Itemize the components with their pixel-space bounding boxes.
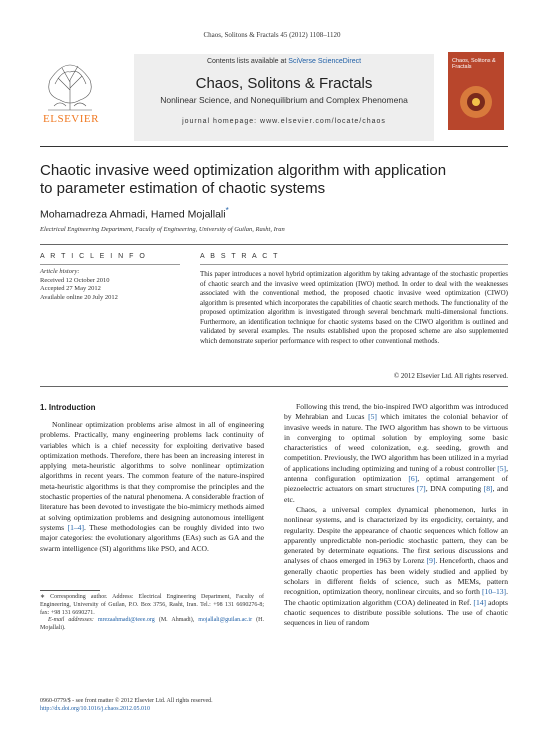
doi-link[interactable]: http://dx.doi.org/10.1016/j.chaos.2012.05.010 [40, 705, 151, 712]
citation-link[interactable]: [5] [497, 463, 507, 473]
intro-column-2 [284, 402, 508, 629]
front-matter [40, 698, 340, 714]
intro-paragraph-2 [284, 402, 508, 505]
intro-text: , DNA computing [425, 484, 484, 494]
citation-link[interactable]: [8] [483, 484, 493, 494]
info-rule [40, 264, 180, 265]
cover-title: Chaos, Solitons & Fractals [452, 58, 496, 70]
history-online: Available online 20 July 2012 [40, 293, 118, 301]
email-owner: (M. Ahmadi), [154, 617, 199, 624]
footnote-emails [40, 617, 264, 633]
abstract-rule [200, 264, 508, 265]
header-divider [40, 146, 508, 147]
footnote [40, 594, 264, 633]
section-heading-introduction: 1. Introduction [40, 403, 96, 412]
journal-reference: Chaos, Solitons & Fractals 45 (2012) 1108–1120 [203, 31, 341, 39]
info-top-rule [40, 244, 508, 245]
author-names: Mohamadreza Ahmadi, Hamed Mojallali [40, 208, 226, 221]
title-line-2: to parameter estimation of chaotic systems [40, 180, 326, 197]
citation-link[interactable]: [7] [416, 484, 426, 494]
citation-link[interactable]: [14] [473, 597, 487, 607]
email-link-mojallali[interactable]: mojallali@guilan.ac.ir [198, 617, 253, 624]
contents-prefix: Contents lists available at [206, 58, 289, 65]
citation-link[interactable]: [1–4] [67, 522, 85, 532]
email-owner: (H. Mojallali). [40, 617, 264, 632]
footnote-rule [40, 590, 100, 591]
email-label: E-mail addresses: [48, 617, 98, 624]
intro-text: . Henceforth, chaos and generally chaotic properties has been widely studied and applied by scholars in different fields of science, such as MEMs, pattern recognition, optimization theory, nonlinear circuits, and so forth [284, 556, 508, 597]
intro-text: Following this trend, the bio-inspired IWO algorithm was introduced by Mehrabian and Lucas [284, 402, 508, 422]
intro-text: , and etc. [284, 484, 508, 504]
abstract-heading: A B S T R A C T [200, 253, 280, 260]
history-accepted: Accepted 27 May 2012 [40, 285, 101, 292]
citation-link[interactable]: [5] [368, 412, 377, 422]
article-history [40, 268, 118, 302]
intro-paragraph-3 [284, 505, 508, 629]
issn-line: 0960-0779/$ - see front matter © 2012 Elsevier Ltd. All rights reserved. [40, 698, 213, 704]
cover-fractal-icon [454, 82, 498, 122]
affiliation: Electrical Engineering Department, Faculty of Engineering, University of Guilan, Rasht, Iran [40, 226, 285, 233]
intro-text: Nonlinear optimization problems arise almost in all of engineering problems. Practically, many engineering problems lack continuity of variables which is a chief necessity for exploiting derivative based optimization methods. Therefore, there has been an increasing interest in applying meta-heuristic algorithms to solve nonlinear optimization algorithms in recent years. The common feature of the nature-inspired meta-heuristic algorithms is that they compromise the principles and the stochastic properties of the natural phenomena. A considerable fraction of literature has been devoted to investigate the bio-mimicry methods aimed at solving optimization problems and designing autonomous intelligent systems [40, 420, 264, 532]
intro-text: adopts chaotic sequences to distribute possible solutions. The use of chaotic sequences in lieu of random [284, 597, 508, 628]
abstract-copyright: © 2012 Elsevier Ltd. All rights reserved. [393, 372, 508, 380]
contents-line [134, 58, 434, 65]
intro-text: which imitates the colonial behavior of invasive weeds in nature. The IWO algorithm has shown to be virtuous in converging to optimal solution by employing some basic characteristics of weed colonization, e.g. seeding, growth and competition. Previously, the IWO algorithm has been utilized in a myriad of applications including optimizing and tuning of a robust controller [284, 412, 508, 473]
citation-link[interactable]: [6] [408, 474, 418, 484]
corresponding-author-mark[interactable]: * [225, 206, 229, 215]
sciencedirect-link[interactable]: SciVerse ScienceDirect [288, 58, 362, 65]
intro-text: . These methodologies can be roughly divided into two major categories: the evolutionary algorithms (EAs) such as GA and the swarm intelligence (SI) algorithms like PSO, and ACO. [40, 522, 264, 553]
journal-cover-image [448, 52, 504, 130]
history-label: Article history: [40, 268, 80, 275]
email-link-ahmadi[interactable]: mrezaahmadi@ieee.org [97, 617, 155, 624]
publisher-logo-text: ELSEVIER [43, 113, 99, 125]
abstract-bottom-rule [40, 386, 508, 387]
article-info-heading: A R T I C L E I N F O [40, 253, 147, 260]
intro-text: Chaos, a universal complex dynamical phenomenon, lurks in nonlinear systems, and is characterized by its ergodicity, certainty, and regularity. Despite the appearance of chaotic sequences which follow an apparently unpredictable non-periodic stochastic pattern, they can be generated by determinate equations. The first serious discussions and analyses of chaos emerged in 1963 by Lorenz [284, 504, 508, 566]
intro-text: , antenna configuration optimization [284, 463, 508, 484]
intro-column-1 [40, 420, 264, 554]
intro-text: , optimal arrangement of piezoelectric actuators on smart structures [284, 474, 508, 494]
journal-subtitle: Nonlinear Science, and Nonequilibrium and Complex Phenomena [160, 95, 408, 105]
citation-link[interactable]: [10–13] [482, 587, 507, 597]
title-line-1: Chaotic invasive weed optimization algorithm with application [40, 162, 447, 179]
history-received: Received 12 October 2010 [40, 276, 110, 284]
authors [40, 206, 229, 221]
footnote-corresponding: ∗ Corresponding author. Address: Electrical Engineering Department, Faculty of Engineering, University of Guilan, P.O. Box 3756, Rasht, Iran. Tel.: +98 131 6690276-8; fax: +98 131 6690271. [40, 594, 264, 616]
article-title [40, 162, 510, 198]
intro-text: . The chaotic optimization algorithm (COA) delineated in Ref. [284, 587, 508, 607]
citation-link[interactable]: [9] [426, 556, 436, 566]
journal-homepage[interactable]: journal homepage: www.elsevier.com/locate/chaos [182, 118, 386, 125]
journal-title: Chaos, Solitons & Fractals [195, 75, 373, 92]
intro-paragraph-1 [40, 420, 264, 554]
abstract-text: This paper introduces a novel hybrid optimization algorithm by taking advantage of the stochastic properties of chaotic search and the invasive weed optimization (IWO) method. In order to deal with the weaknesses associated with the conventional method, the proposed chaotic invasive weed optimization (CIWO) algorithm is presented which incorporates the capabilities of chaotic search methods. The functionality of the proposed optimization algorithm is investigated through several benchmark multi-dimensional functions. Furthermore, an identification technique for chaotic systems based on the CIWO algorithm is outlined and validated by several examples. The results established upon the proposed scheme are also supplemented which demonstrate superior performance with respect to other conventional methods. [200, 270, 508, 345]
